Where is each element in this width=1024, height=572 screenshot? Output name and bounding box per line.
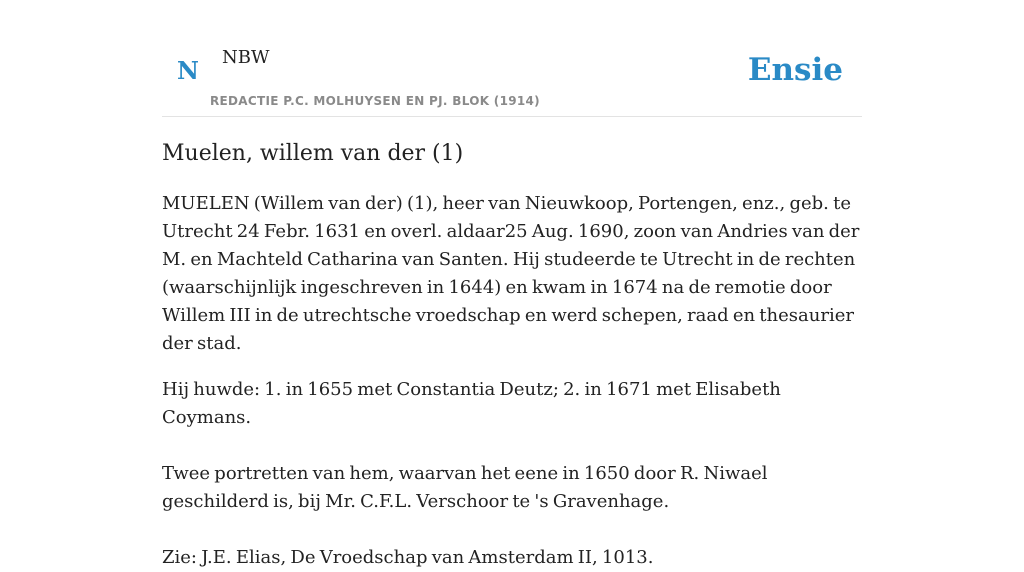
source-logo[interactable]: N [177,56,199,85]
article-title: Muelen, willem van der (1) [162,141,464,166]
ensie-logo[interactable]: Ensie [747,52,843,88]
article-reference: Zie: J.E. Elias, De Vroedschap van Amsterdam II, 1013. [162,547,654,568]
article-paragraph: Hij huwde: 1. in 1655 met Constantia Deutz; 2. in 1671 met Elisabeth Coymans. [162,379,781,428]
source-subtitle: REDACTIE P.C. MOLHUYSEN EN PJ. BLOK (1914) [210,94,540,108]
article [162,138,862,572]
article-paragraph: Twee portretten van hem, waarvan het eene in 1650 door R. Niwael geschilderd is, bij Mr. C.F.L. Verschoor te 's Gravenhage. [162,463,768,512]
source-name-link[interactable]: NBW [222,47,270,68]
article-paragraph: MUELEN (Willem van der) (1), heer van Nieuwkoop, Portengen, enz., geb. te Utrecht 24 Febr. 1631 en overl. aldaar25 Aug. 1690, zoon van Andries van der M. en Machteld Catharina van Santen. Hij studeerde te Utrecht in de rechten (waarschijnlijk ingeschreven in 1644) en kwam in 1674 na de remotie door Willem III in de utrechtsche vroedschap en werd schepen, raad en thesaurier der stad. [162,193,860,354]
source-header [162,0,862,117]
